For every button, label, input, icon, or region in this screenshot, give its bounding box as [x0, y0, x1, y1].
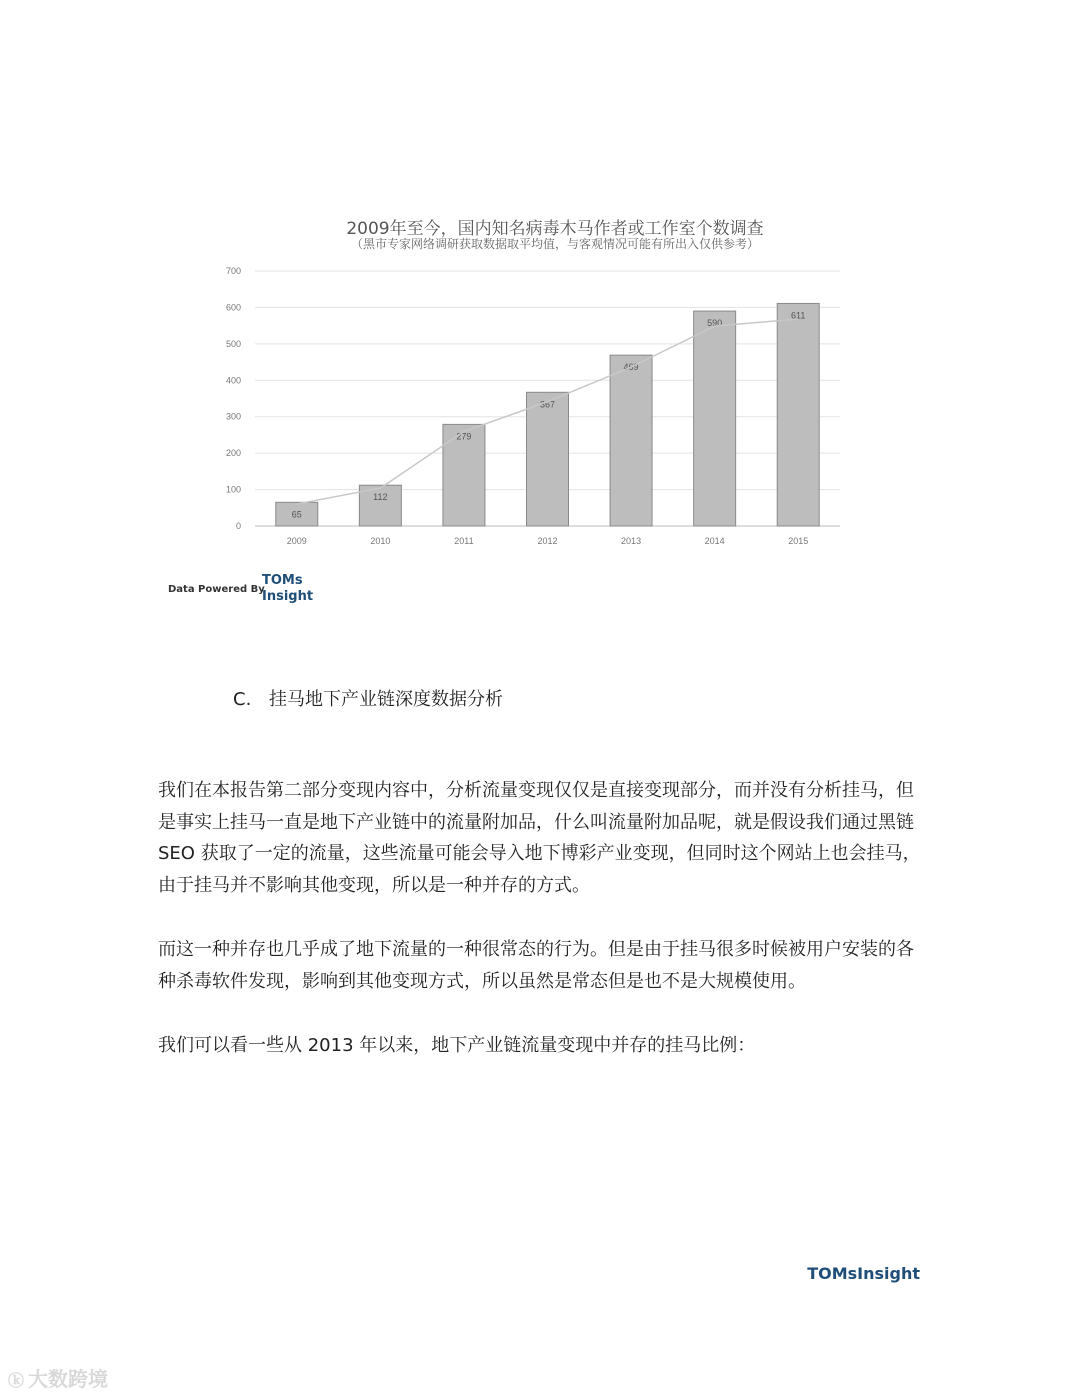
data-powered-by-label: Data Powered By — [168, 584, 265, 595]
data-label: 469 — [623, 362, 639, 373]
bar — [527, 392, 569, 526]
watermark — [8, 1363, 108, 1392]
y-tick-label: 500 — [225, 338, 241, 349]
section-marker: C. — [233, 689, 252, 710]
y-tick-label: 100 — [225, 484, 241, 495]
logo-line-1: TOMs — [262, 573, 303, 588]
bar — [694, 311, 736, 526]
chart-subtitle: （黑市专家网络调研获取数据取平均值，与客观情况可能有所出入仅供参考） — [350, 237, 759, 251]
paragraph-2: 而这一种并存也几乎成了地下流量的一种很常态的行为。但是由于挂马很多时候被用户安装的各种杀毒软件发现，影响到其他变现方式，所以虽然是常态但是也不是大规模使用。 — [158, 939, 914, 992]
x-tick-label: 2010 — [370, 536, 391, 546]
section-heading — [233, 685, 503, 711]
y-tick-label: 200 — [225, 448, 241, 459]
paragraph-1: 我们在本报告第二部分变现内容中，分析流量变现仅仅是直接变现部分，而并没有分析挂马，但是事实上挂马一直是地下产业链中的流量附加品，什么叫流量附加品呢，就是假设我们通过黑链 SEO 获取了一定的流量，这些流量可能会导入地下博彩产业变现，但同时这个网站上也会挂马，由于挂马并不影响其他变现，所以是一种并存的方式。 — [158, 780, 921, 896]
x-tick-label: 2014 — [704, 536, 725, 546]
y-tick-label: 600 — [225, 302, 241, 313]
data-label: 112 — [373, 492, 388, 503]
section-title: 挂马地下产业链深度数据分析 — [269, 689, 503, 710]
y-tick-label: 700 — [225, 266, 241, 276]
y-tick-label: 400 — [225, 375, 241, 386]
watermark-text: 大数跨境 — [28, 1367, 109, 1391]
x-tick-label: 2012 — [537, 536, 558, 546]
data-label: 611 — [791, 310, 806, 321]
footer-logo: TOMsInsight — [807, 1264, 920, 1283]
data-label: 65 — [291, 509, 302, 520]
x-tick-label: 2015 — [788, 536, 809, 546]
y-tick-label: 0 — [235, 521, 241, 531]
x-tick-label: 2011 — [454, 536, 474, 546]
chart-title: 2009年至今，国内知名病毒木马作者或工作室个数调查 — [346, 219, 764, 239]
data-label: 590 — [707, 318, 723, 329]
x-tick-label: 2009 — [286, 536, 307, 546]
data-label: 279 — [456, 431, 472, 442]
x-tick-label: 2013 — [621, 536, 642, 546]
data-label: 367 — [539, 399, 556, 410]
bar — [610, 355, 652, 526]
bar-chart — [220, 258, 860, 558]
bar — [777, 303, 819, 526]
paragraph-3: 我们可以看一些从 2013 年以来，地下产业链流量变现中并存的挂马比例： — [158, 1035, 756, 1056]
logo-line-2: Insight — [262, 589, 314, 604]
watermark-icon: ⓚ — [8, 1371, 25, 1390]
toms-insight-logo — [262, 573, 313, 605]
y-tick-label: 300 — [225, 411, 241, 422]
